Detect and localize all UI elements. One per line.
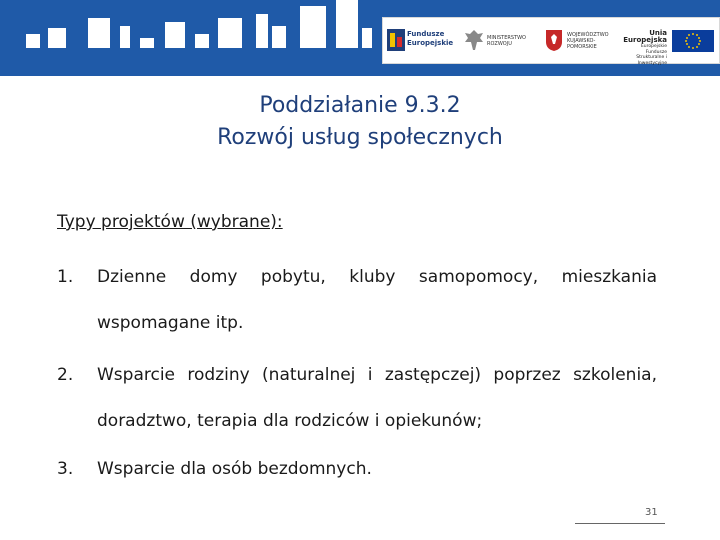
- pixel-decoration: [362, 28, 372, 48]
- eagle-icon: [463, 28, 485, 52]
- section-heading: Typy projektów (wybrane):: [57, 212, 283, 232]
- pixel-decoration: [256, 14, 268, 48]
- page-divider: [575, 523, 665, 524]
- pixel-decoration: [48, 28, 66, 48]
- pixel-decoration: [272, 26, 286, 48]
- eu-subtitle: Europejskie Fundusze Strukturalne i Inwestycyjne: [636, 44, 667, 66]
- eu-title: Unia Europejska: [623, 29, 667, 44]
- page-number: 31: [645, 507, 658, 518]
- logo-strip: [382, 17, 720, 64]
- list-item-number: 1.: [57, 267, 74, 287]
- list-item-number: 3.: [57, 459, 74, 479]
- fundusze-logo: [383, 18, 459, 63]
- fundusze-label: Fundusze Europejskie: [407, 30, 454, 47]
- eu-flag-icon: [672, 30, 714, 52]
- pixel-decoration: [140, 38, 154, 48]
- pixel-decoration: [300, 6, 326, 48]
- list-item-text: Wsparcie dla osób bezdomnych.: [97, 459, 372, 479]
- pixel-decoration: [88, 18, 110, 48]
- header-banner: [0, 0, 720, 76]
- title-line-1: Poddziałanie 9.3.2: [259, 93, 461, 118]
- list-item-number: 2.: [57, 365, 74, 385]
- list-item: [57, 254, 657, 346]
- list-item-text: Dzienne domy pobytu, kluby samopomocy, mieszkania wspomagane itp.: [97, 267, 657, 333]
- pixel-decoration: [165, 22, 185, 48]
- slide-title: [0, 90, 720, 154]
- title-line-2: Rozwój usług społecznych: [217, 125, 503, 150]
- pixel-decoration: [336, 0, 358, 48]
- region-label: WOJEWÓDZTWO KUJAWSKO-POMORSKIE: [567, 32, 609, 50]
- ministry-label: MINISTERSTWO ROZWOJU: [487, 35, 526, 47]
- pixel-decoration: [120, 26, 130, 48]
- region-crest-icon: [543, 28, 565, 52]
- list-item-text: Wsparcie rodziny (naturalnej i zastępczej) poprzez szkolenia, doradztwo, terapia dla rodziców i opiekunów;: [97, 365, 657, 431]
- pixel-decoration: [195, 34, 209, 48]
- eu-text: [619, 30, 667, 66]
- region-logo: [539, 18, 619, 63]
- fundusze-star-icon: [387, 29, 405, 51]
- pixel-decoration: [218, 18, 242, 48]
- list-item: [57, 446, 657, 492]
- ministry-logo: [459, 18, 539, 63]
- pixel-decoration: [26, 34, 40, 48]
- list-item: [57, 352, 657, 444]
